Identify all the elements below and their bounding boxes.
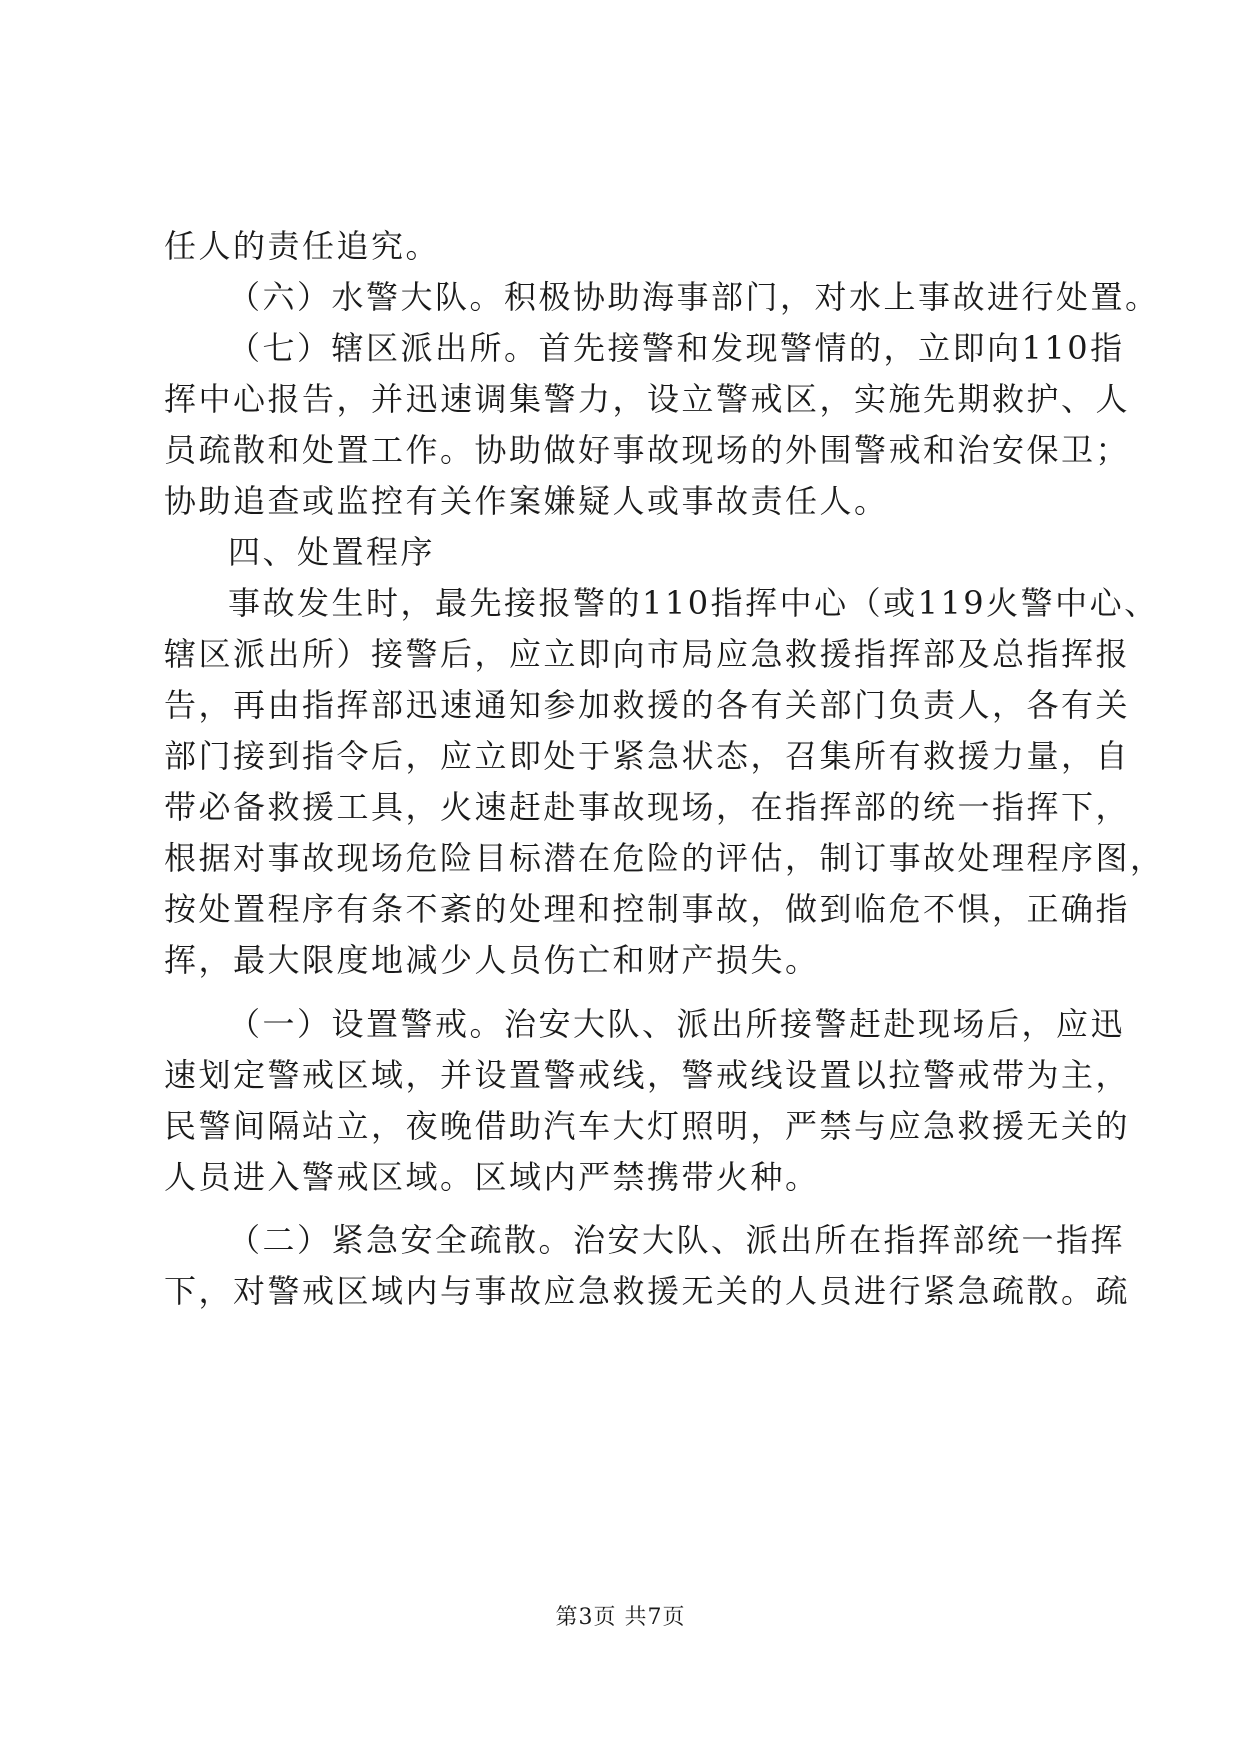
paragraph-line: 协助追查或监控有关作案嫌疑人或事故责任人。 — [164, 482, 889, 520]
paragraph-line: 下，对警戒区域内与事故应急救援无关的人员进行紧急疏散。疏 — [164, 1272, 1131, 1310]
paragraph-line: 带必备救援工具，火速赶赴事故现场，在指挥部的统一指挥下， — [164, 788, 1131, 826]
paragraph-line: 部门接到指令后，应立即处于紧急状态，召集所有救援力量，自 — [164, 737, 1131, 775]
paragraph-line: 员疏散和处置工作。协助做好事故现场的外围警戒和治安保卫； — [164, 431, 1131, 469]
paragraph-line: 根据对事故现场危险目标潜在危险的评估，制订事故处理程序图， — [164, 839, 1165, 877]
paragraph-line: （二）紧急安全疏散。治安大队、派出所在指挥部统一指挥 — [228, 1221, 1126, 1259]
section-heading: 四、处置程序 — [228, 533, 436, 571]
page-number-footer: 第3页 共7页 — [555, 1605, 686, 1630]
paragraph-line: 按处置程序有条不紊的处理和控制事故，做到临危不惧，正确指 — [164, 890, 1131, 928]
paragraph-line: 挥，最大限度地减少人员伤亡和财产损失。 — [164, 941, 820, 979]
paragraph-line: （六）水警大队。积极协助海事部门，对水上事故进行处置。 — [228, 278, 1160, 316]
paragraph-line: 任人的责任追究。 — [164, 227, 441, 265]
paragraph-line: 速划定警戒区域，并设置警戒线，警戒线设置以拉警戒带为主， — [164, 1056, 1131, 1094]
paragraph-line: 民警间隔站立，夜晚借助汽车大灯照明，严禁与应急救援无关的 — [164, 1107, 1131, 1145]
paragraph-line: 事故发生时，最先接报警的110指挥中心（或119火警中心、 — [228, 584, 1159, 622]
paragraph-line: （七）辖区派出所。首先接警和发现警情的，立即向110指 — [228, 329, 1125, 367]
paragraph-line: 辖区派出所）接警后，应立即向市局应急救援指挥部及总指挥报 — [164, 635, 1131, 673]
paragraph-line: 挥中心报告，并迅速调集警力，设立警戒区，实施先期救护、人 — [164, 380, 1131, 418]
paragraph-line: 告，再由指挥部迅速通知参加救援的各有关部门负责人，各有关 — [164, 686, 1131, 724]
paragraph-line: 人员进入警戒区域。区域内严禁携带火种。 — [164, 1158, 820, 1196]
paragraph-line: （一）设置警戒。治安大队、派出所接警赶赴现场后，应迅 — [228, 1005, 1126, 1043]
